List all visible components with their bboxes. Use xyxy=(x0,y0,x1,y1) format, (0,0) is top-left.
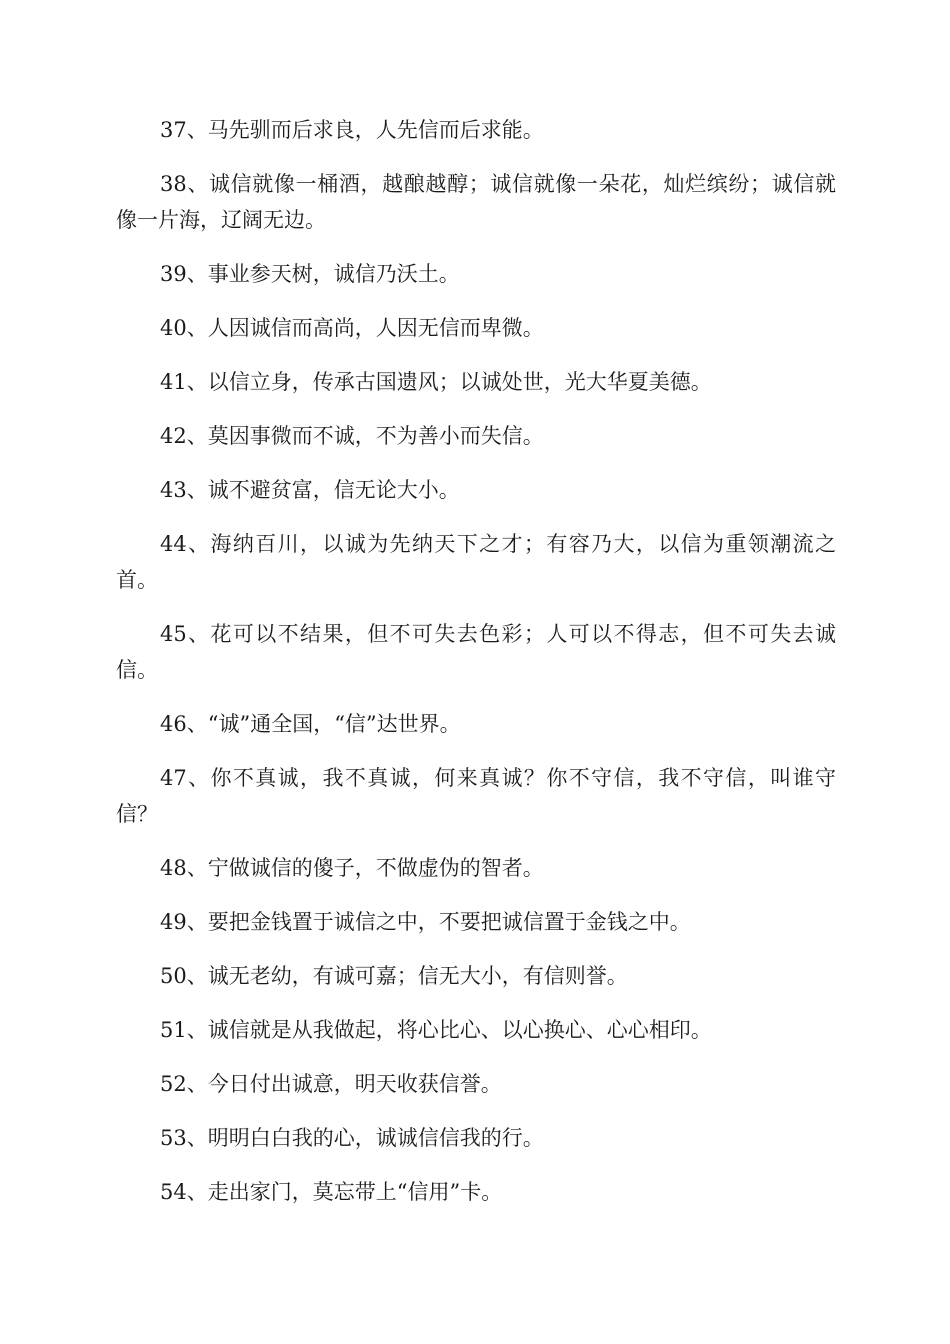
quote-item-38: 38、诚信就像一桶酒，越酿越醇；诚信就像一朵花，灿烂缤纷；诚信就像一片海，辽阔无边。 xyxy=(116,172,836,232)
quote-item-54: 54、走出家门，莫忘带上“信用”卡。 xyxy=(160,1180,503,1204)
quote-item-39: 39、事业参天树，诚信乃沃土。 xyxy=(160,262,460,286)
quote-item-53: 53、明明白白我的心，诚诚信信我的行。 xyxy=(160,1126,544,1150)
quote-item-48: 48、宁做诚信的傻子，不做虚伪的智者。 xyxy=(160,856,544,880)
quote-item-52: 52、今日付出诚意，明天收获信誉。 xyxy=(160,1072,502,1096)
quote-item-40: 40、人因诚信而高尚，人因无信而卑微。 xyxy=(160,316,544,340)
quote-item-42: 42、莫因事微而不诚，不为善小而失信。 xyxy=(160,424,544,448)
quote-item-47: 47、你不真诚，我不真诚，何来真诚？你不守信，我不守信，叫谁守信？ xyxy=(116,766,836,826)
document-body xyxy=(116,112,836,1228)
quote-item-41: 41、以信立身，传承古国遗风；以诚处世，光大华夏美德。 xyxy=(160,370,712,394)
quote-item-43: 43、诚不避贫富，信无论大小。 xyxy=(160,478,460,502)
quote-item-49: 49、要把金钱置于诚信之中，不要把诚信置于金钱之中。 xyxy=(160,910,691,934)
quote-item-50: 50、诚无老幼，有诚可嘉；信无大小，有信则誉。 xyxy=(160,964,628,988)
quote-item-45: 45、花可以不结果，但不可失去色彩；人可以不得志，但不可失去诚信。 xyxy=(116,622,836,682)
quote-item-46: 46、“诚”通全国，“信”达世界。 xyxy=(160,712,461,736)
quote-item-51: 51、诚信就是从我做起，将心比心、以心换心、心心相印。 xyxy=(160,1018,712,1042)
quote-item-44: 44、海纳百川，以诚为先纳天下之才；有容乃大，以信为重领潮流之首。 xyxy=(116,532,836,592)
quote-item-37: 37、马先驯而后求良，人先信而后求能。 xyxy=(160,118,544,142)
